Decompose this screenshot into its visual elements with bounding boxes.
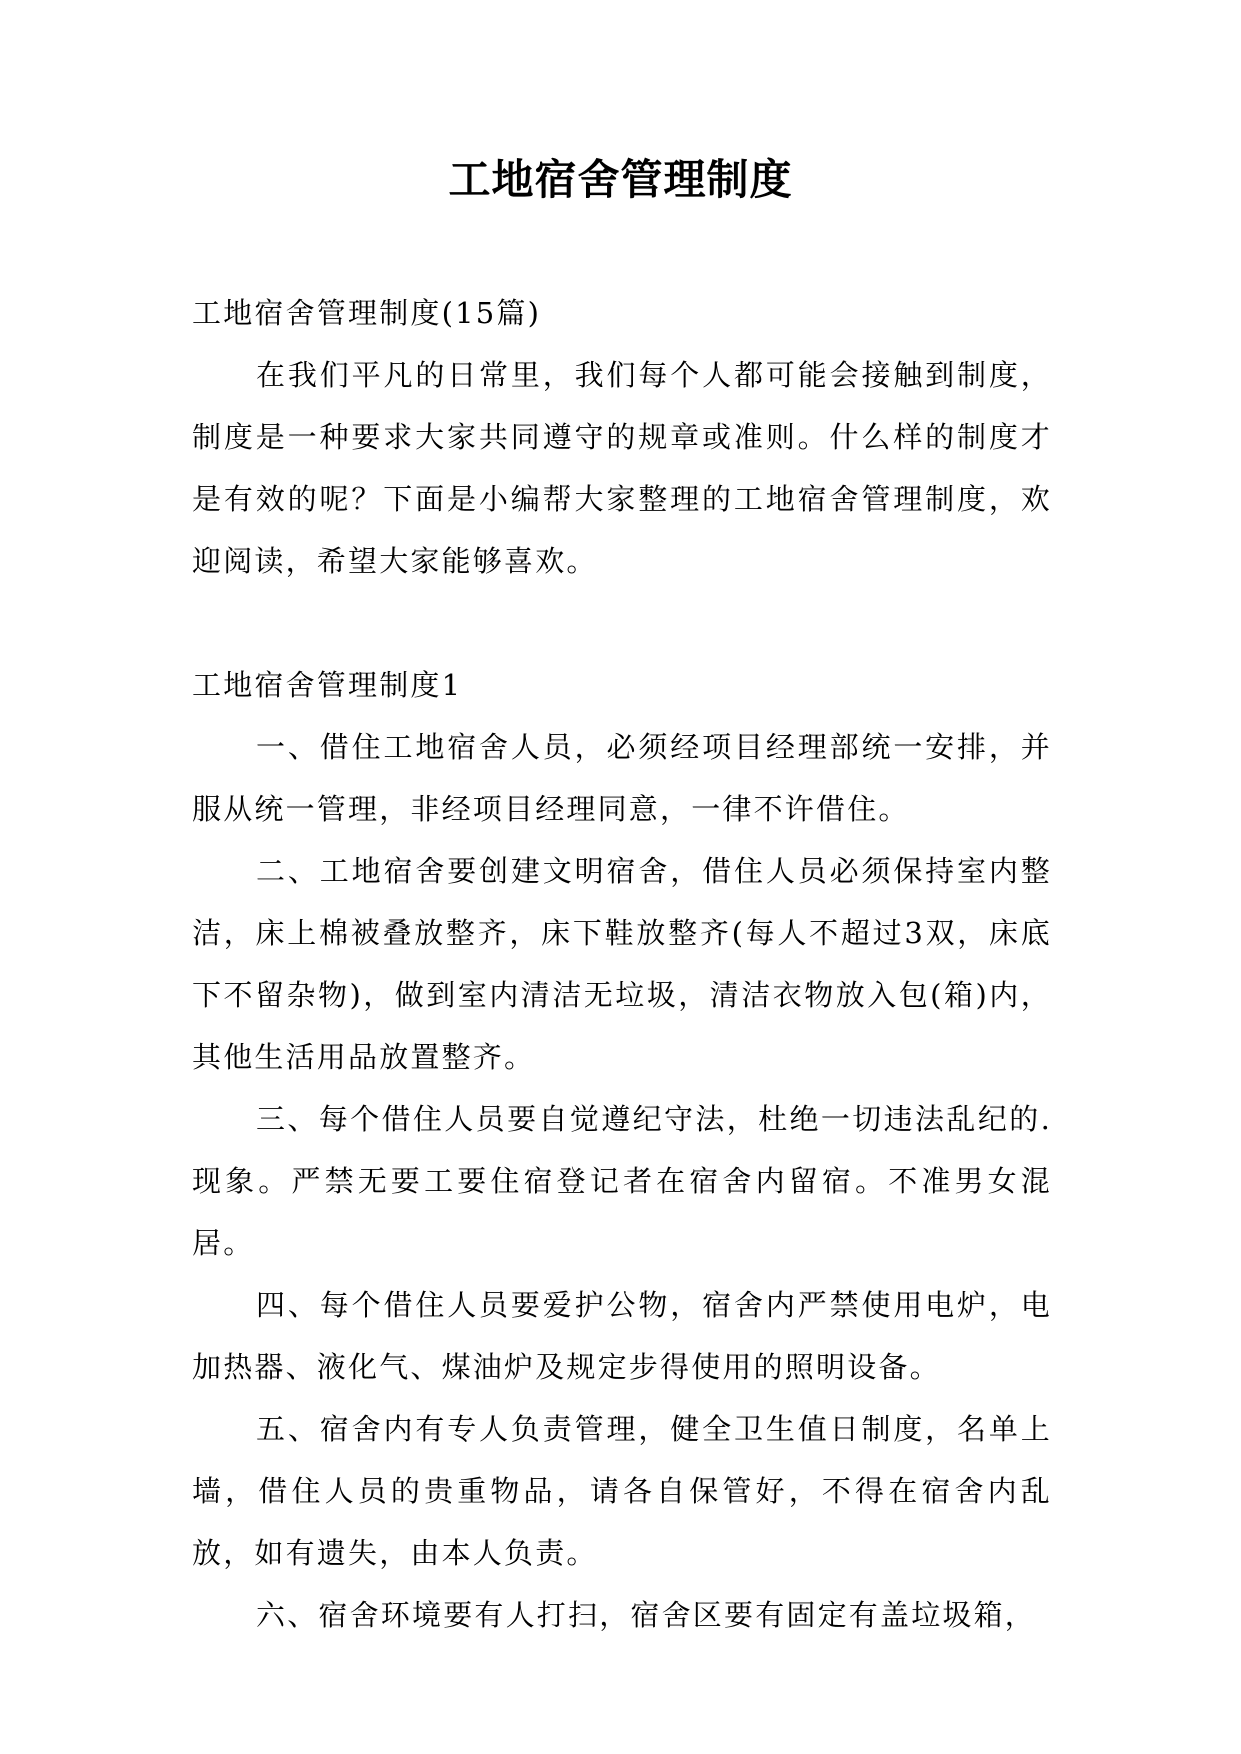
paragraph-spacer	[192, 592, 1052, 654]
rule-item-1: 一、借住工地宿舍人员，必须经项目经理部统一安排，并服从统一管理，非经项目经理同意，一律不许借住。	[192, 730, 1052, 826]
document-subtitle: 工地宿舍管理制度(15篇)	[192, 296, 542, 330]
section-heading: 工地宿舍管理制度1	[192, 668, 463, 702]
document-body	[192, 282, 1052, 1646]
rule-item-3: 三、每个借住人员要自觉遵纪守法，杜绝一切违法乱纪的.现象。严禁无要工要住宿登记者在宿舍内留宿。不准男女混居。	[192, 1102, 1052, 1260]
rule-item-2: 二、工地宿舍要创建文明宿舍，借住人员必须保持室内整洁，床上棉被叠放整齐，床下鞋放整齐(每人不超过3双，床底下不留杂物)，做到室内清洁无垃圾，清洁衣物放入包(箱)内，其他生活用品放置整齐。	[192, 854, 1052, 1074]
rule-item-6: 六、宿舍环境要有人打扫，宿舍区要有固定有盖垃圾箱，	[256, 1598, 1037, 1632]
document-title: 工地宿舍管理制度	[448, 155, 793, 204]
intro-paragraph: 在我们平凡的日常里，我们每个人都可能会接触到制度，制度是一种要求大家共同遵守的规章或准则。什么样的制度才是有效的呢？下面是小编帮大家整理的工地宿舍管理制度，欢迎阅读，希望大家能够喜欢。	[192, 358, 1052, 578]
rule-item-4: 四、每个借住人员要爱护公物，宿舍内严禁使用电炉，电加热器、液化气、煤油炉及规定步得使用的照明设备。	[192, 1288, 1052, 1384]
rule-item-5: 五、宿舍内有专人负责管理，健全卫生值日制度，名单上墙，借住人员的贵重物品，请各自保管好，不得在宿舍内乱放，如有遗失，由本人负责。	[192, 1412, 1052, 1570]
